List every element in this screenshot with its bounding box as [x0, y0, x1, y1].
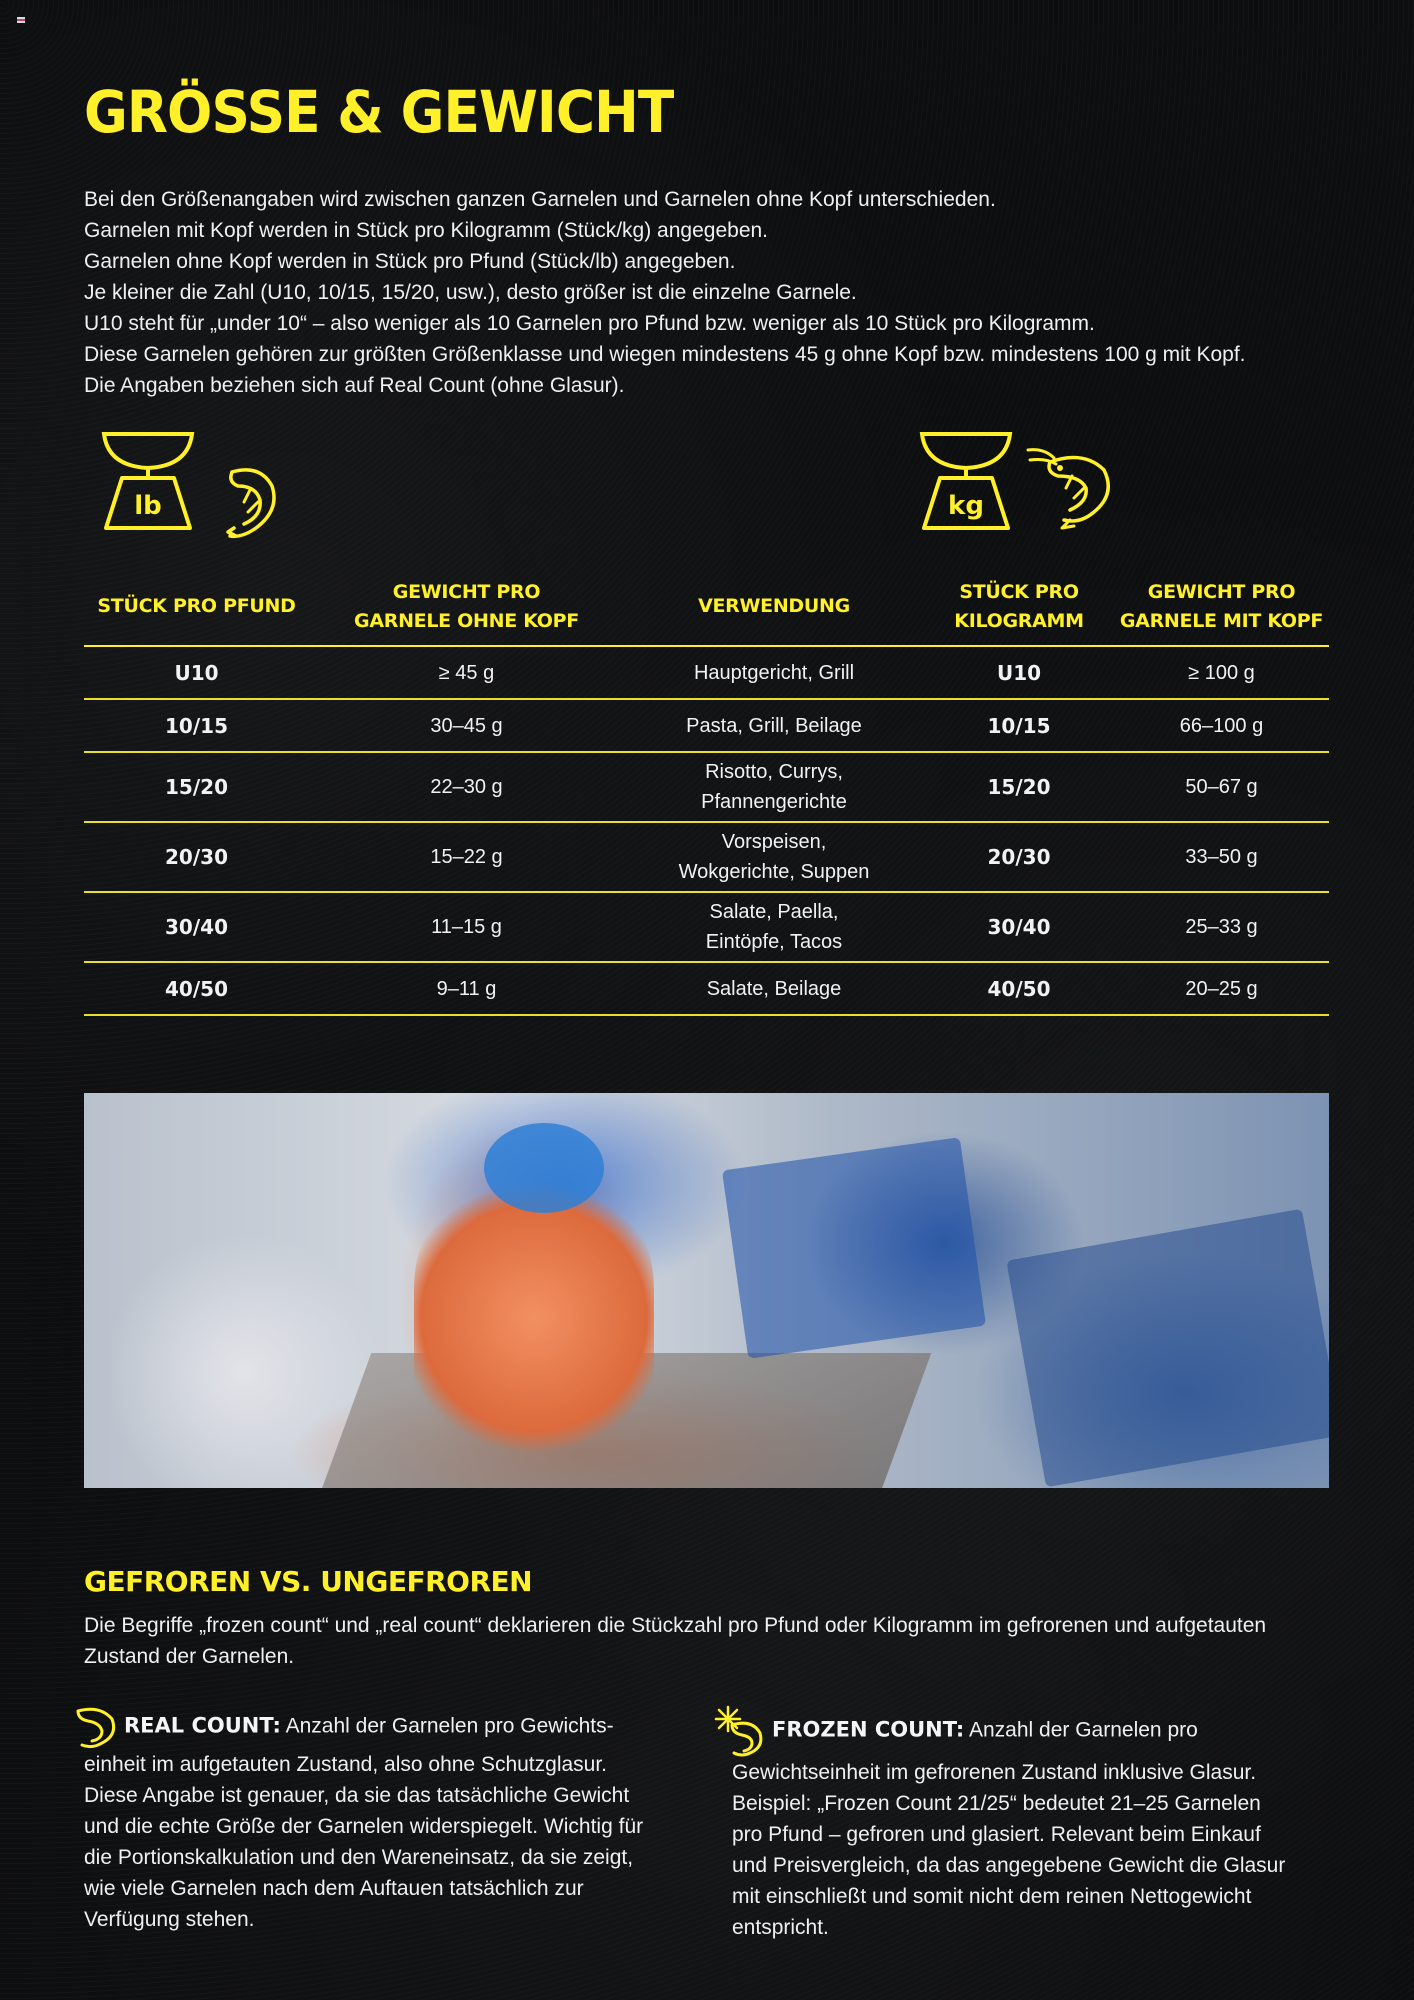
cell-pfund: 40/50 [84, 962, 309, 1015]
cell-ohne-kopf: ≥ 45 g [309, 646, 624, 699]
frozen-count-lead: FROZEN COUNT: [772, 1717, 965, 1742]
cell-ohne-kopf: 30–45 g [309, 699, 624, 752]
intro-line: U10 steht für „under 10“ – also weniger als 10 Garnelen pro Pfund bzw. weniger als 10 Stück pro Kilogramm. [84, 312, 1095, 335]
cell-ohne-kopf: 9–11 g [309, 962, 624, 1015]
real-count-text: Anzahl der Garnelen pro Gewichtseinheit im aufgetauten Zustand, also ohne Schutzglasur. Diese Angabe ist genauer, da sie das tatsächliche Gewicht und die echte Größe der Garnelen widerspiegelt. Wichtig für die Portionskalkulation und den Wareneinsatz, da sie zeigt, wie viele Garnelen nach dem Auftauen tatsächlich zur Verfügung stehen. [84, 1714, 644, 1931]
table-row [84, 892, 1329, 962]
cell-verwendung: Salate, Paella, Eintöpfe, Tacos [624, 892, 924, 962]
section-title: GEFROREN VS. UNGEFROREN [84, 1565, 533, 1598]
cell-pfund: 20/30 [84, 822, 309, 892]
cell-ohne-kopf: 15–22 g [309, 822, 624, 892]
cell-mit-kopf: 66–100 g [1114, 699, 1329, 752]
cell-verwendung: Vorspeisen, Wokgerichte, Suppen [624, 822, 924, 892]
cell-kg: 20/30 [924, 822, 1114, 892]
table-row [84, 822, 1329, 892]
photo-package [1006, 1209, 1329, 1488]
frozen-count-block [732, 1705, 1292, 1943]
cell-kg: U10 [924, 646, 1114, 699]
scale-lb-label: lb [134, 491, 162, 521]
photo-package [722, 1137, 986, 1359]
cell-mit-kopf: 50–67 g [1114, 752, 1329, 822]
photo-glove [484, 1123, 604, 1213]
shrimp-icon [74, 1705, 118, 1749]
frozen-count-text: Anzahl der Garnelen pro Gewichtseinheit im gefrorenen Zustand inklusive Glasur. [732, 1718, 1257, 1784]
intro-line: Je kleiner die Zahl (U10, 10/15, 15/20, usw.), desto größer ist die einzelne Garnele. [84, 281, 857, 304]
scale-lb-icon [100, 430, 196, 532]
header-gewicht-mit-kopf: GEWICHT PRO GARNELE MIT KOPF [1114, 568, 1329, 646]
cell-kg: 10/15 [924, 699, 1114, 752]
cell-kg: 15/20 [924, 752, 1114, 822]
page-title: GRÖSSE & GEWICHT [84, 78, 674, 146]
real-count-block [84, 1705, 644, 1935]
size-weight-table [84, 568, 1329, 1016]
real-count-lead: REAL COUNT: [124, 1713, 281, 1738]
cell-verwendung: Pasta, Grill, Beilage [624, 699, 924, 752]
cell-ohne-kopf: 11–15 g [309, 892, 624, 962]
intro-line: Diese Garnelen gehören zur größten Größenklasse und wiegen mindestens 45 g ohne Kopf bzw. mindestens 100 g mit Kopf. [84, 343, 1246, 366]
table-row [84, 962, 1329, 1015]
intro-line: Garnelen mit Kopf werden in Stück pro Kilogramm (Stück/kg) angegeben. [84, 219, 769, 242]
intro-line: Garnelen ohne Kopf werden in Stück pro Pfund (Stück/lb) angegeben. [84, 250, 736, 273]
cell-mit-kopf: 20–25 g [1114, 962, 1329, 1015]
language-flag-icon[interactable] [17, 17, 25, 23]
frozen-shrimp-icon [714, 1705, 766, 1757]
cell-verwendung: Risotto, Currys, Pfannengerichte [624, 752, 924, 822]
header-stueck-pro-kilogramm: STÜCK PRO KILOGRAMM [924, 568, 1114, 646]
section-intro: Die Begriffe „frozen count“ und „real count“ deklarieren die Stückzahl pro Pfund oder Kilogramm im gefrorenen und aufgetauten Zustand der Garnelen. [84, 1614, 1267, 1668]
scale-kg-label: kg [948, 491, 984, 521]
scale-kg-icon [918, 430, 1014, 532]
shrimp-photo [84, 1093, 1329, 1488]
intro-line: Die Angaben beziehen sich auf Real Count (ohne Glasur). [84, 374, 625, 397]
cell-mit-kopf: 25–33 g [1114, 892, 1329, 962]
cell-pfund: 15/20 [84, 752, 309, 822]
cell-mit-kopf: ≥ 100 g [1114, 646, 1329, 699]
cell-kg: 30/40 [924, 892, 1114, 962]
shrimp-whole-icon [1024, 444, 1114, 534]
cell-verwendung: Hauptgericht, Grill [624, 646, 924, 699]
table-row [84, 752, 1329, 822]
intro-line: Bei den Größenangaben wird zwischen ganzen Garnelen und Garnelen ohne Kopf unterschieden. [84, 188, 996, 211]
cell-mit-kopf: 33–50 g [1114, 822, 1329, 892]
shrimp-headless-icon [220, 462, 280, 542]
header-stueck-pro-pfund: STÜCK PRO PFUND [84, 568, 309, 646]
cell-kg: 40/50 [924, 962, 1114, 1015]
cell-pfund: 10/15 [84, 699, 309, 752]
header-gewicht-ohne-kopf: GEWICHT PRO GARNELE OHNE KOPF [309, 568, 624, 646]
cell-verwendung: Salate, Beilage [624, 962, 924, 1015]
table-row [84, 699, 1329, 752]
table-row [84, 646, 1329, 699]
cell-pfund: 30/40 [84, 892, 309, 962]
table-header-row [84, 568, 1329, 646]
frozen-count-example: Beispiel: „Frozen Count 21/25“ bedeutet 21–25 Garnelen pro Pfund – gefroren und glasiert. Relevant beim Einkauf und Preisvergleich, da das angegebene Gewicht die Glasur mit einschließt und somit nicht dem reinen Nettogewicht entspricht. [732, 1792, 1286, 1939]
intro-text [84, 184, 1344, 401]
header-verwendung: VERWENDUNG [624, 568, 924, 646]
cell-ohne-kopf: 22–30 g [309, 752, 624, 822]
cell-pfund: U10 [84, 646, 309, 699]
photo-shrimp [414, 1173, 654, 1463]
